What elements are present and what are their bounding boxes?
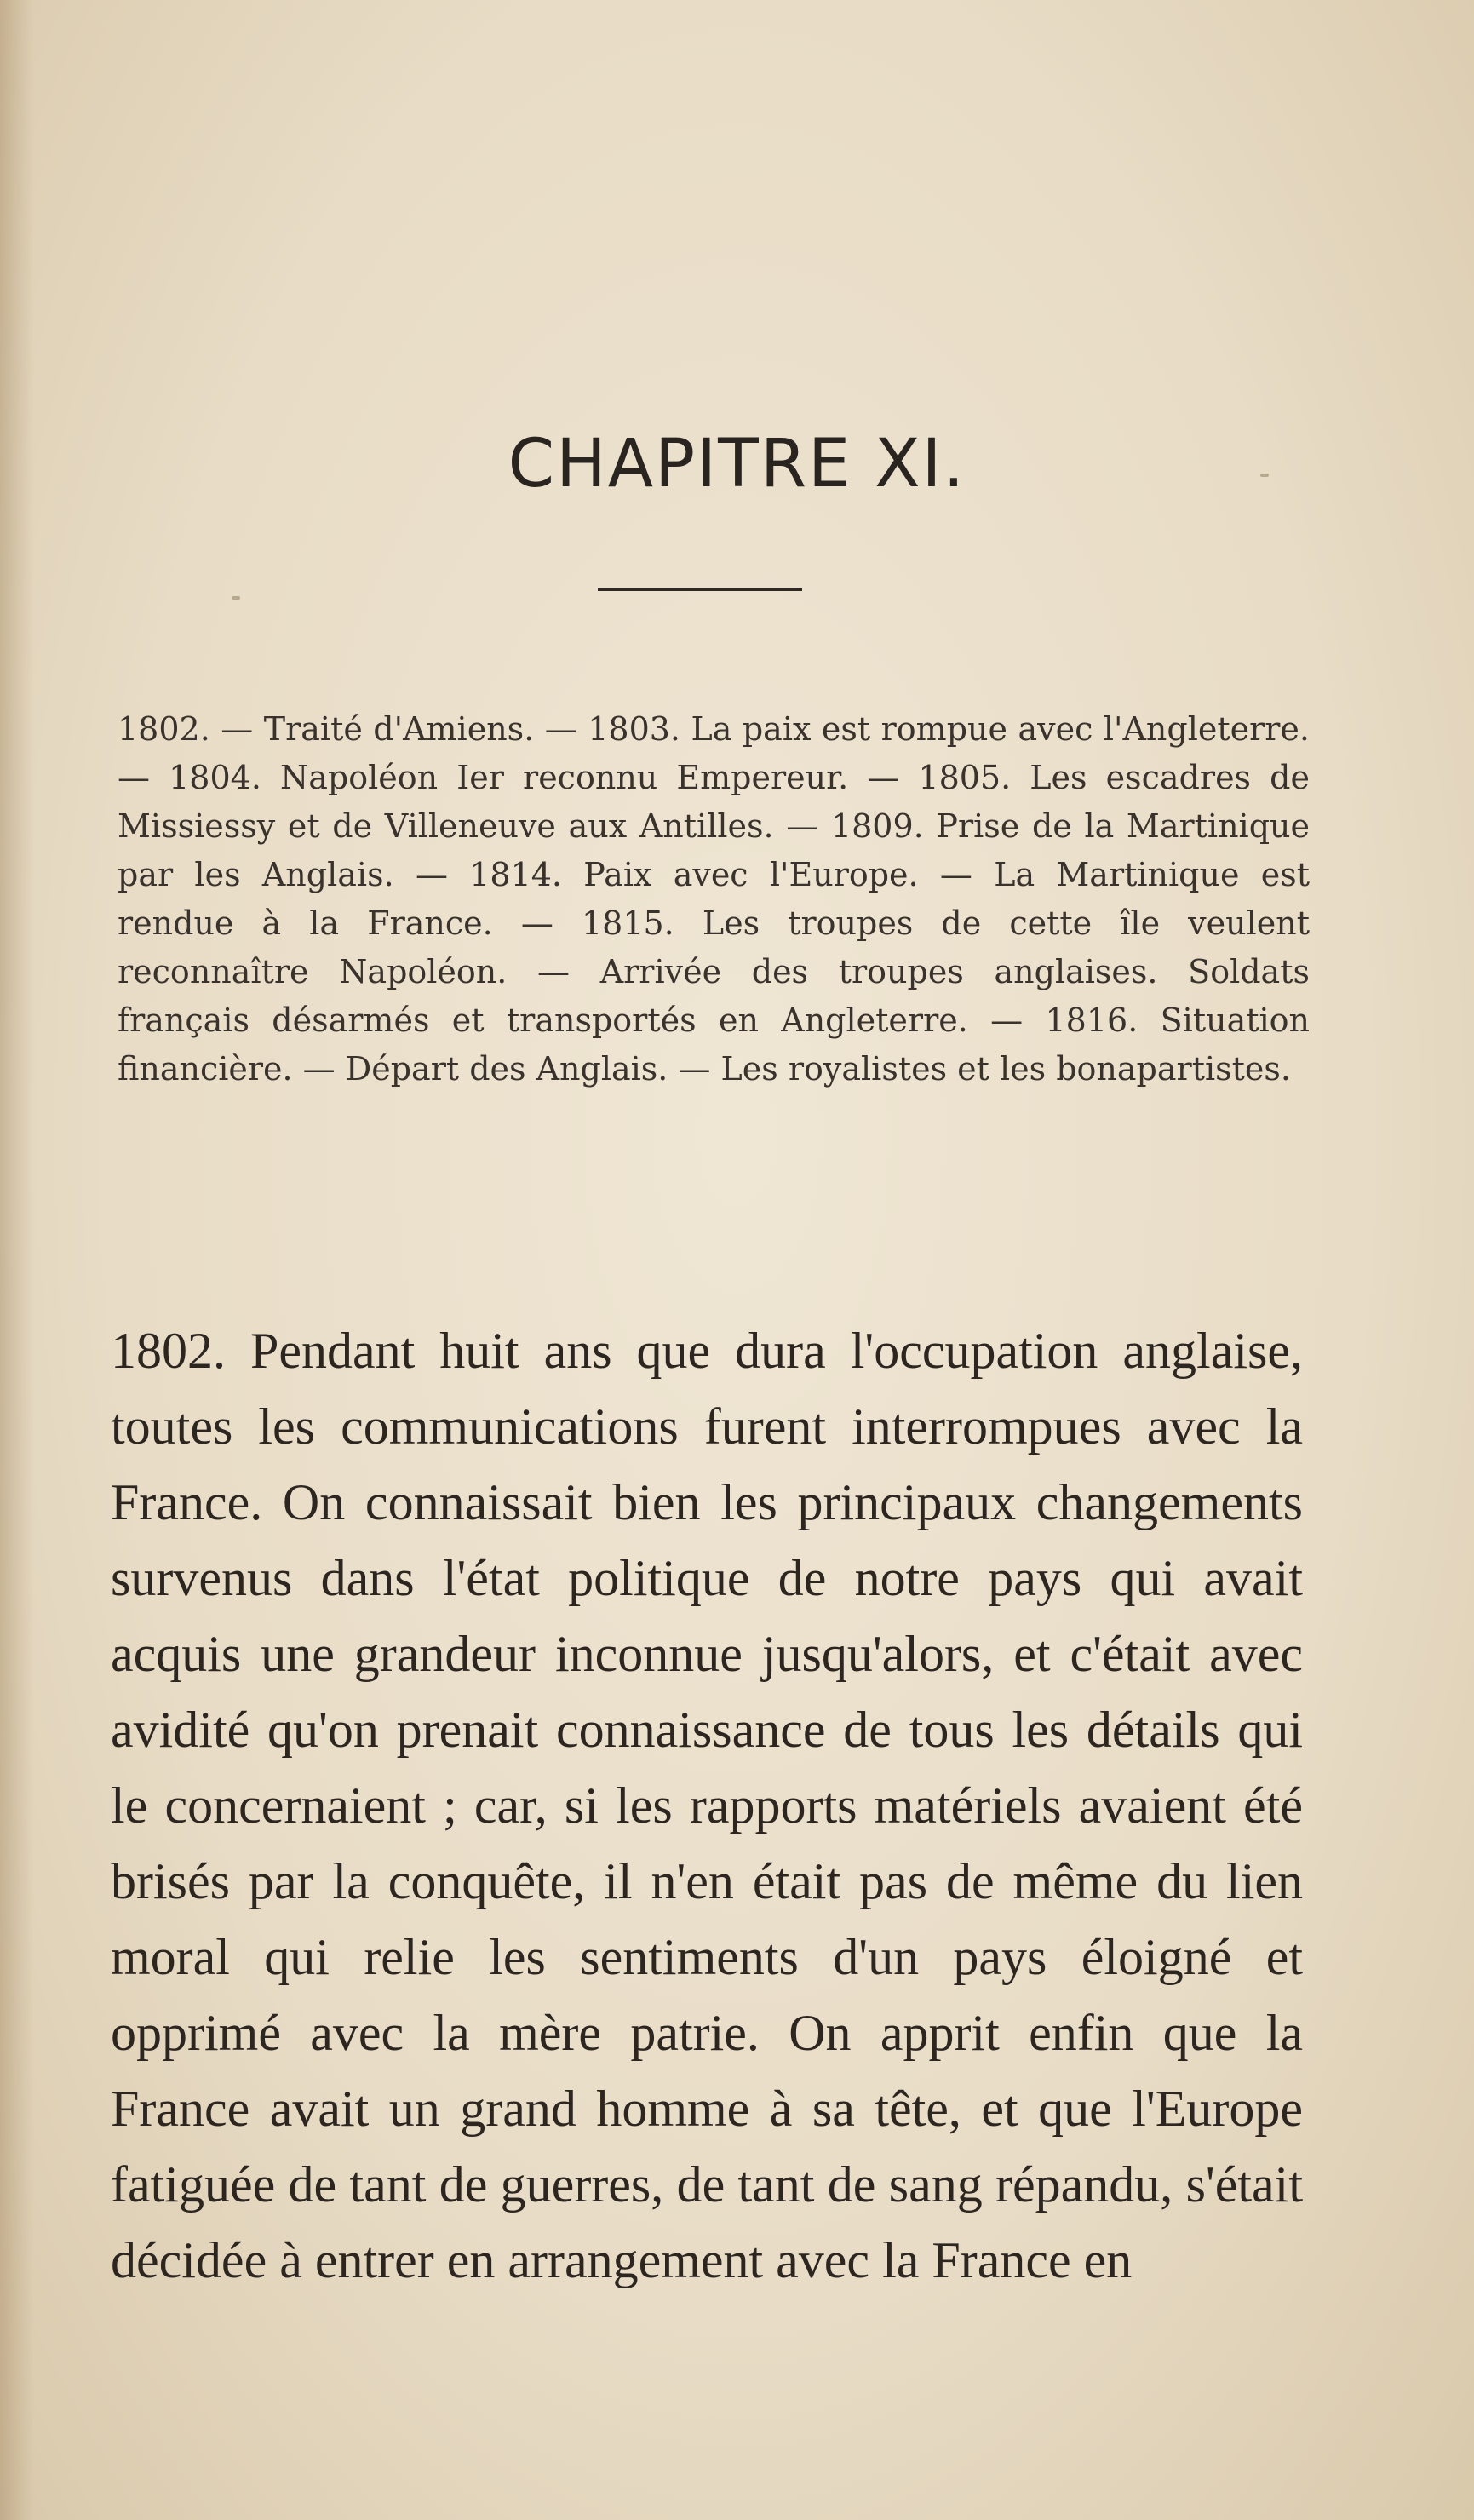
title-rule [598, 588, 802, 591]
paper-speck [232, 596, 240, 600]
chapter-title: CHAPITRE XI. [508, 426, 966, 502]
paper-speck [1260, 474, 1269, 477]
chapter-summary: 1802. — Traité d'Amiens. — 1803. La paix est rompue avec l'Angleterre. — 1804. Napoléon Ier reconnu Empereur. — 1805. Les escadres de Missiessy et de Villeneuve aux Antilles. — 1809. Prise de la Martinique par les Anglais. — 1814. Paix avec l'Europe. — La Martinique est rendue à la France. — 1815. Les troupes de cette île veulent reconnaître Napoléon. — Arrivée des troupes anglaises. Soldats français désarmés et transportés en Angleterre. — 1816. Situation financière. — Départ des Anglais. — Les royalistes et les bonapartistes. [118, 710, 1310, 1088]
body-paragraph: 1802. Pendant huit ans que dura l'occupation anglaise, toutes les communications furent interrompues avec la France. On connaissait bien les principaux changements survenus dans l'état politique de notre pays qui avait acquis une grandeur inconnue jusqu'alors, et c'était avec avidité qu'on prenait connaissance de tous les détails qui le concernaient ; car, si les rapports matériels avaient été brisés par la conquête, il n'en était pas de même du lien moral qui relie les sentiments d'un pays éloigné et opprimé avec la mère patrie. On apprit enfin que la France avait un grand homme à sa tête, et que l'Europe fatiguée de tant de guerres, de tant de sang répandu, s'était décidée à entrer en arrangement avec la France en [111, 1323, 1303, 2288]
